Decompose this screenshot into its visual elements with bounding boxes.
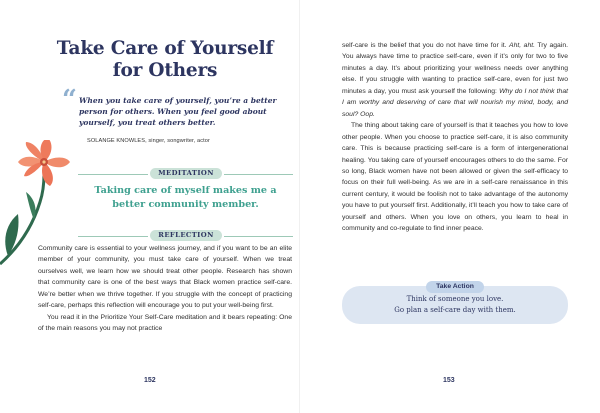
meditation-line-1: Taking care of myself makes me a	[94, 185, 277, 196]
title-line-1: Take Care of Yourself	[56, 38, 274, 59]
take-action-label: Take Action	[426, 281, 484, 293]
left-paragraph-1: Community care is essential to your wellness journey, and if you want to be an elite member of your community, you must take care of yourself. When we treat ourselves well, we learn how we should treat other people. Research has shown that community care is one of the best ways that Black women practice self-care. We’re better when we thrive together. If you struggle with the concept of practicing self-care, perhaps this reflection will encourage you to put your well-being first.	[38, 245, 292, 310]
left-page-number: 152	[144, 377, 156, 384]
right-paragraph-2: The thing about taking care of yourself is that it teaches you how to love other people. When you choose to practice self-care, it is also community care. This is because practicing self-care is a form of intergenerational healing. You taking care of yourself encourages others to do the same. For so long, Black women have not been allowed or given the self-efficacy to focus on their full well-being. As we are in a self-care renaissance in this current century, it would be foolish not to take advantage of the autonomy you have to put yourself first. Additionally, it’ll teach you how to take care of yourself and others. When you love on others, you learn to heal in community and co-regulate to find inner peace.	[342, 122, 568, 233]
meditation-text	[78, 184, 293, 212]
take-action-line-1: Think of someone you love.	[406, 295, 504, 303]
reflection-rule-left	[78, 236, 148, 237]
take-action-text	[342, 294, 568, 316]
right-page-number: 153	[443, 377, 455, 384]
meditation-rule-left	[78, 174, 148, 175]
leaf-lower	[5, 214, 18, 256]
reflection-label: REFLECTION	[150, 230, 222, 241]
reflection-rule-right	[224, 236, 293, 237]
right-p1-emphasis-2: Why do I not think that I am worthy and deserving of care that will nourish my mind, body, and soul? Oop.	[342, 87, 568, 118]
title-line-2: for Others	[112, 60, 218, 81]
right-p1-part2: Try again. You always have time to practice self-care, even if it’s only for two to five minutes a day. It’s about prioritizing your wellness needs over anything else. If you struggle with wanting to practice self-care, even for just two minutes a day, you must ask yourself the following:	[342, 42, 569, 95]
right-p1-emphasis-1: Aht, aht.	[509, 42, 535, 49]
page-title	[40, 38, 290, 82]
meditation-label: MEDITATION	[150, 168, 222, 179]
left-paragraph-2: You read it in the Prioritize Your Self-Care meditation and it bears repeating: One of the main reasons you may not practice	[38, 313, 292, 333]
right-paragraph-1	[342, 40, 568, 120]
quote-attribution: SOLANGE KNOWLES, singer, songwriter, actor	[87, 138, 210, 144]
epigraph-quote: When you take care of yourself, you’re a better person for others. When you feel good about yourself, you treat others better.	[79, 96, 277, 127]
right-p1-part1: self-care is the belief that you do not have time for it.	[342, 42, 510, 49]
flower-petals	[18, 140, 70, 186]
meditation-rule-right	[224, 174, 293, 175]
book-spine	[299, 0, 300, 413]
take-action-line-2: Go plan a self-care day with them.	[394, 306, 516, 314]
left-body-text	[38, 243, 292, 335]
right-body-text	[342, 40, 568, 235]
quote-mark-icon: “	[62, 85, 77, 115]
meditation-line-2: better community member.	[112, 199, 259, 210]
leaf-upper	[26, 192, 36, 220]
